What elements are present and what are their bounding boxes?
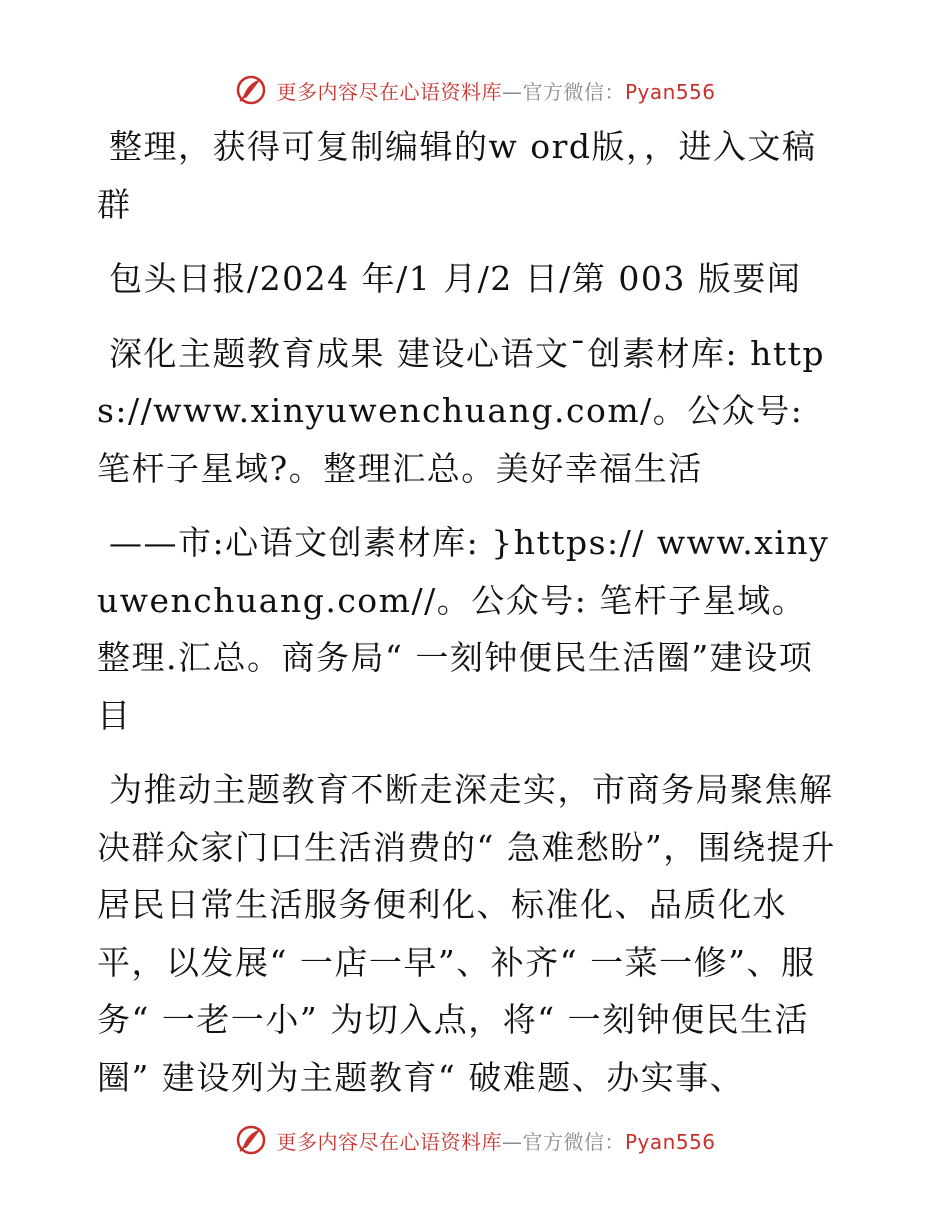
paragraph-headline: 深化主题教育成果 建设心语文¯创素材库: https://www.xinyuwenchuang.com/。公众号: 笔杆子星域?。整理汇总。美好幸福生活 <box>97 333 825 488</box>
paragraph-source-line: 包头日报/2024 年/1 月/2 日/第 003 版要闻 <box>109 259 802 298</box>
paragraph-subheadline: ——市:心语文创素材库: }https:// www.xinyuwenchuang.com//。公众号: 笔杆子星域。整理.汇总。商务局“ 一刻钟便民生活圈”建设项目 <box>97 523 830 735</box>
watermark-text: 更多内容尽在心语资料库—官方微信：Pyan556 <box>276 79 716 104</box>
quill-swirl-logo-icon <box>234 73 268 107</box>
watermark-text: 更多内容尽在心语资料库—官方微信：Pyan556 <box>276 1129 716 1154</box>
quill-swirl-logo-icon <box>234 1123 268 1157</box>
header-watermark-banner <box>0 70 950 110</box>
document-body <box>97 118 837 1123</box>
paragraph-intro: 整理，获得可复制编辑的w ord版，，进入文稿群 <box>97 127 817 224</box>
footer-watermark-banner <box>0 1120 950 1160</box>
paragraph-body: 为推动主题教育不断走深走实，市商务局聚焦解决群众家门口生活消费的“ 急难愁盼”，围绕提升居民日常生活服务便利化、标准化、品质化水平，以发展“ 一店一早”、补齐“ 一菜一修”、服务“ 一老一小” 为切入点，将“ 一刻钟便民生活圈” 建设列为主题教育“ 破难题、办实事、 <box>97 770 836 1097</box>
